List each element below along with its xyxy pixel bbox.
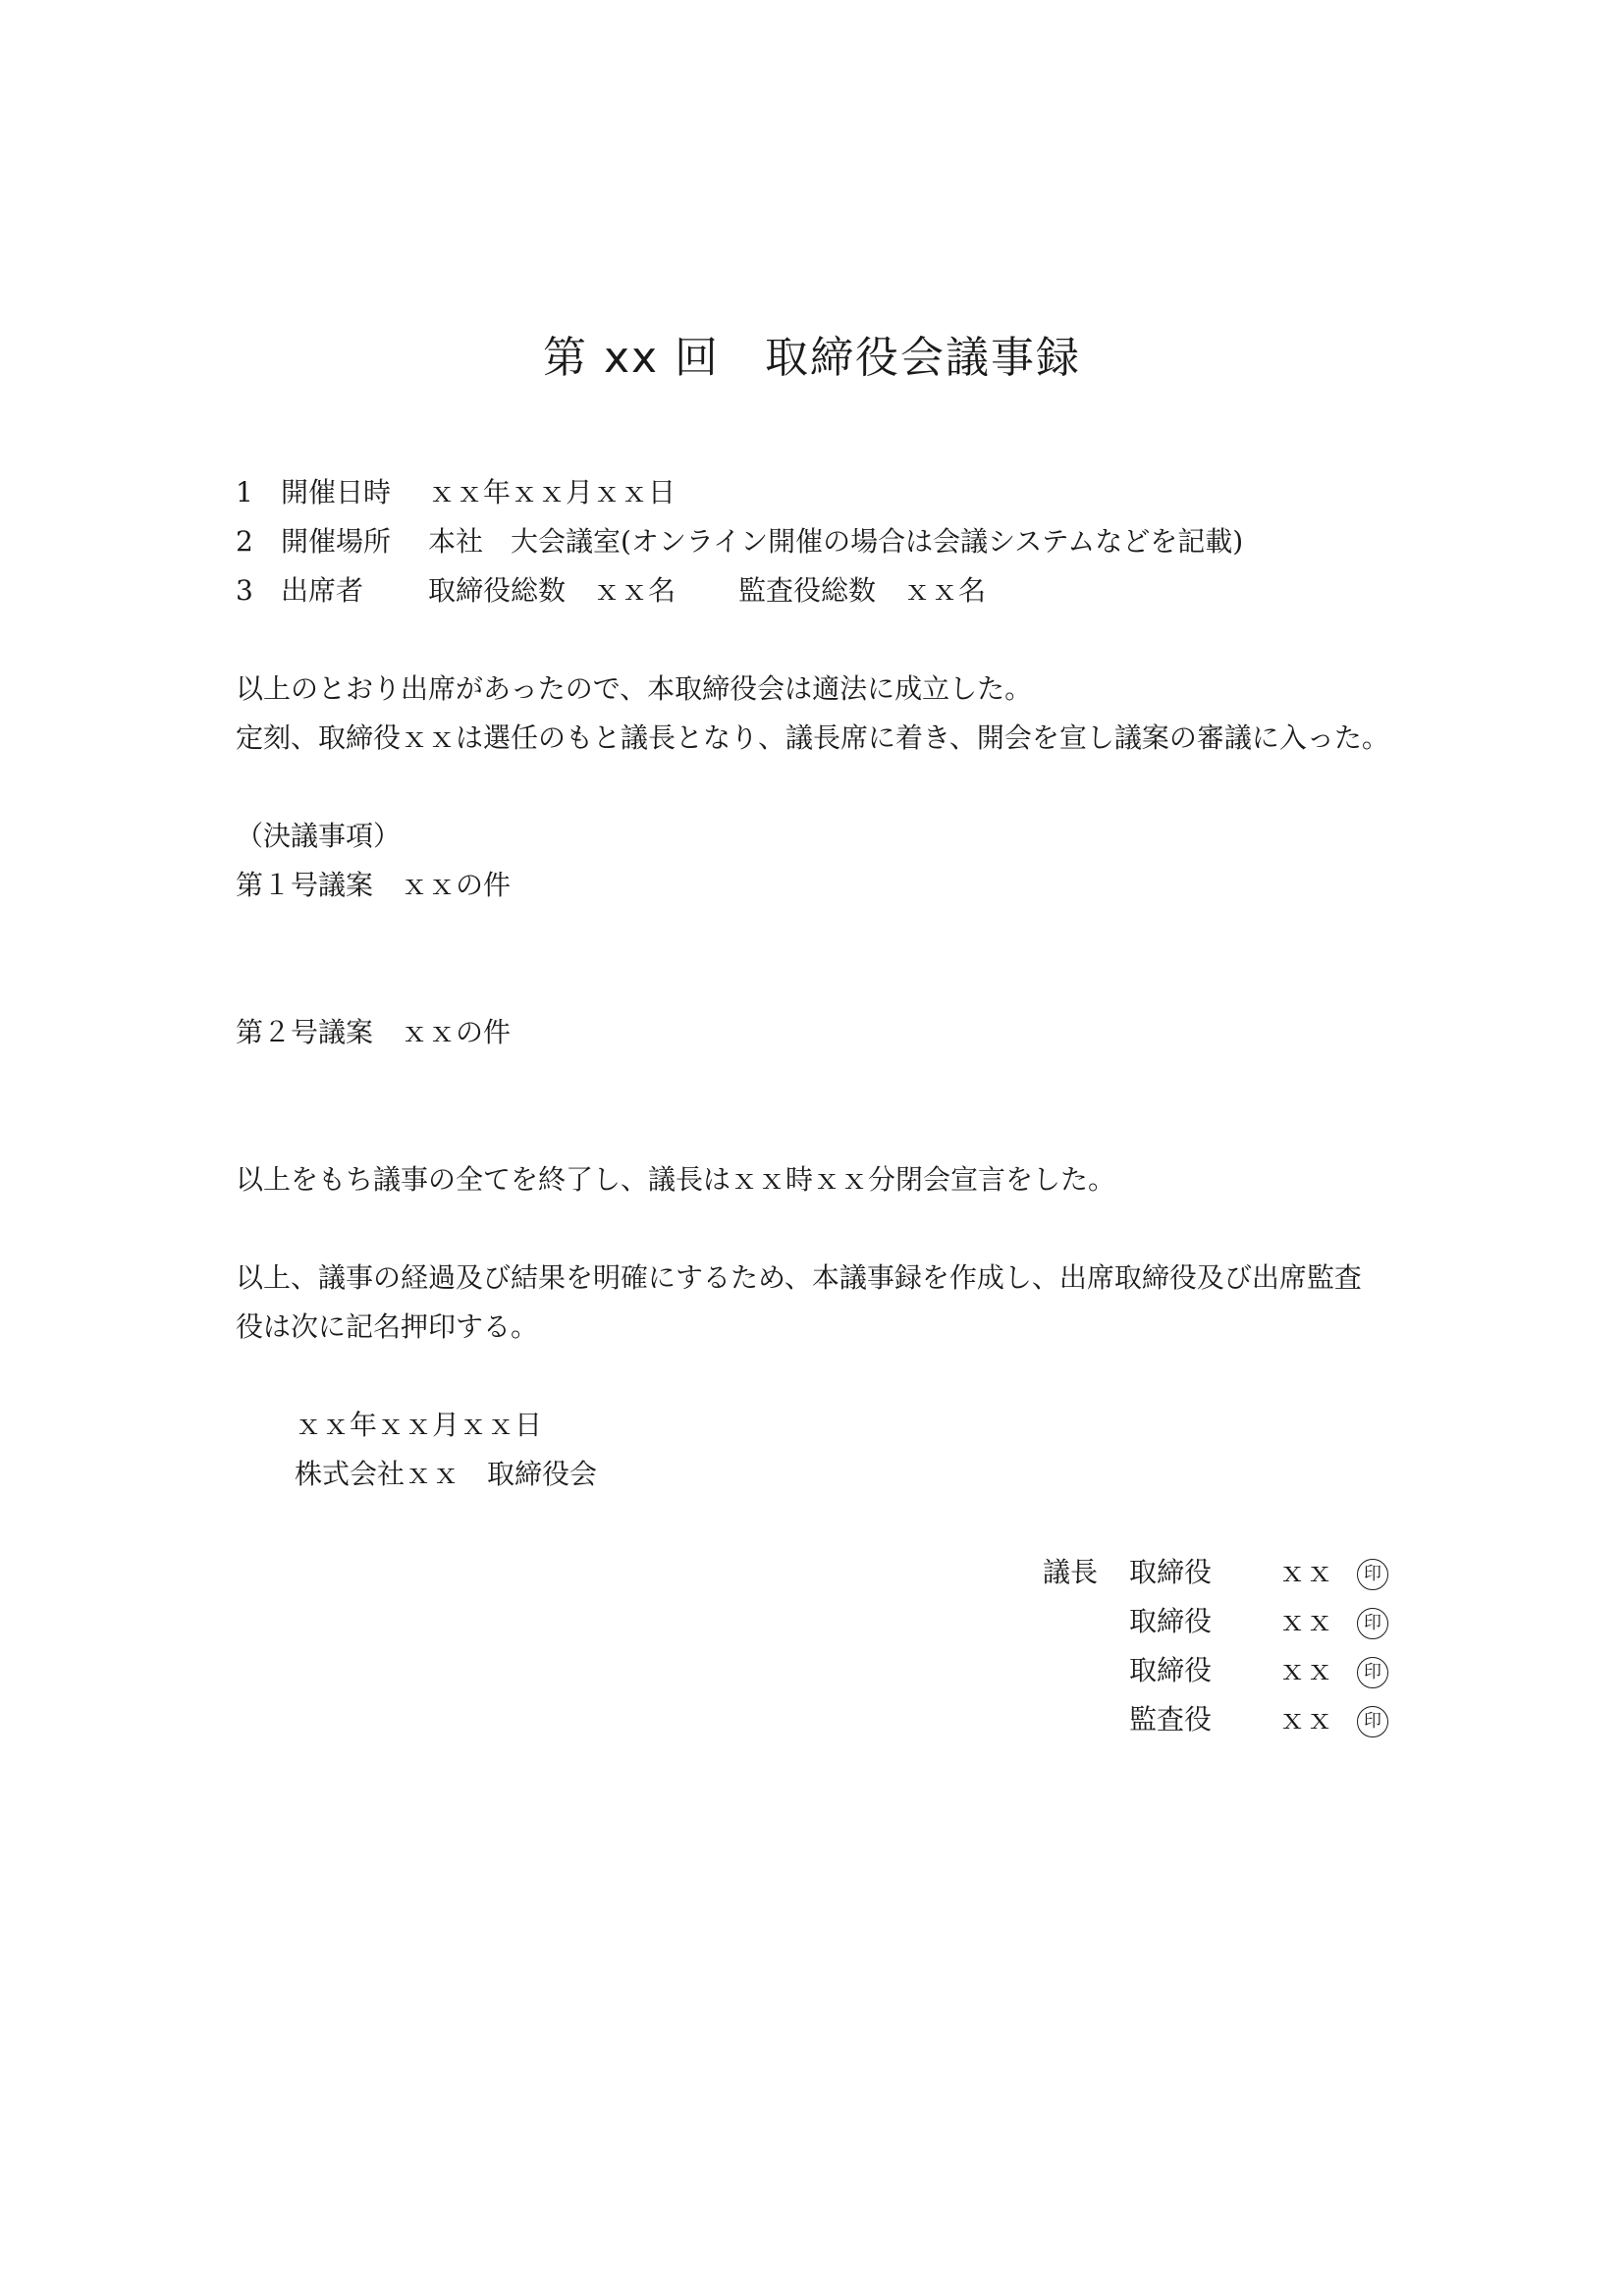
resolutions-heading: （決議事項） [236,820,402,852]
seal-icon: 印 [1357,1559,1388,1590]
agenda-item-1: 第１号議案 ｘｘの件 [236,869,512,901]
seal-icon: 印 [1357,1657,1388,1688]
certification-line-1: 以上、議事の経過及び結果を明確にするため、本議事録を作成し、出席取締役及び出席監査 [236,1261,1362,1294]
agenda-item-2: 第２号議案 ｘｘの件 [236,1016,512,1048]
item-attendees [236,571,986,611]
item-venue [236,522,1243,561]
item-number: 1 [236,476,253,508]
signatory-name: ｘｘ [1278,1703,1334,1735]
seal-mark [1357,1651,1388,1690]
item-number: 2 [236,525,253,558]
item-value-auditors: 監査役総数 ｘｘ名 [738,574,987,607]
seal-mark [1357,1602,1388,1641]
closing-statement: 以上をもち議事の全てを終了し、議長はｘｘ時ｘｘ分閉会宣言をした。 [236,1163,1116,1196]
seal-icon: 印 [1357,1608,1388,1639]
item-value: 取締役総数 ｘｘ名 [428,574,677,607]
paragraph-opening: 定刻、取締役ｘｘは選任のもと議長となり、議長席に着き、開会を宣し議案の審議に入った。 [236,721,1389,754]
signatory-role: 取締役 [1129,1605,1213,1637]
item-value: 本社 大会議室(オンライン開催の場合は会議システムなどを記載) [428,525,1244,558]
signatory-chair-prefix: 議長 [1043,1556,1099,1588]
signatory-role: 取締役 [1129,1654,1213,1686]
paragraph-quorum: 以上のとおり出席があったので、本取締役会は適法に成立した。 [236,672,1033,705]
item-label: 出席者 [281,574,364,607]
seal-mark [1357,1553,1388,1592]
item-date [236,473,676,512]
signatory-name: ｘｘ [1278,1605,1334,1637]
seal-icon: 印 [1357,1706,1388,1737]
signatory-role: 取締役 [1129,1556,1213,1588]
item-number: 3 [236,574,253,607]
document-title: 第 xx 回 取締役会議事録 [542,333,1082,383]
item-label: 開催場所 [281,525,392,558]
item-value: ｘｘ年ｘｘ月ｘｘ日 [428,476,677,508]
company-name: 株式会社ｘｘ 取締役会 [295,1458,598,1490]
certification-line-2: 役は次に記名押印する。 [236,1310,539,1343]
minutes-date: ｘｘ年ｘｘ月ｘｘ日 [295,1409,543,1441]
signatory-role: 監査役 [1129,1703,1213,1735]
seal-mark [1357,1700,1388,1739]
signatory-name: ｘｘ [1278,1654,1334,1686]
signatory-name: ｘｘ [1278,1556,1334,1588]
item-label: 開催日時 [281,476,392,508]
